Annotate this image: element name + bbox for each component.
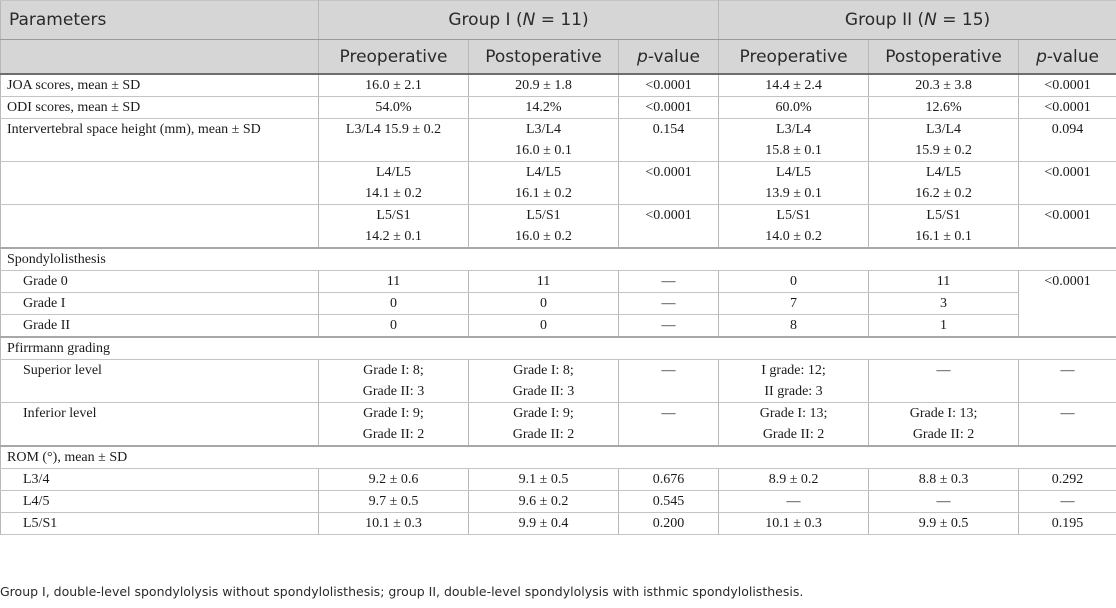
g1-pre-cell: L3/L4 15.9 ± 0.2 <box>319 119 469 162</box>
g1-post-cell: L5/S1 16.0 ± 0.2 <box>469 205 619 249</box>
g2-post-cell: 8.8 ± 0.3 <box>869 469 1019 491</box>
g2-pre-cell: 0 <box>719 271 869 293</box>
header-g1-p-value: p-value <box>619 40 719 75</box>
g2-pre-cell: — <box>719 491 869 513</box>
g1-post-cell: Grade I: 9; Grade II: 2 <box>469 403 619 447</box>
g2-pre-cell: Grade I: 13; Grade II: 2 <box>719 403 869 447</box>
g1-pre-cell: 54.0% <box>319 97 469 119</box>
section-label: Spondylolisthesis <box>1 248 1116 271</box>
g1-post-cell: L4/L5 16.1 ± 0.2 <box>469 162 619 205</box>
g2-p-cell: 0.195 <box>1019 513 1116 535</box>
g2-post-cell: — <box>869 360 1019 403</box>
g1-post-cell: 20.9 ± 1.8 <box>469 74 619 97</box>
table-row-grade-2 <box>1 315 1116 338</box>
g2-post-cell: 1 <box>869 315 1019 338</box>
table-row-space-height-l5s1 <box>1 205 1116 249</box>
g1-p-cell: 0.200 <box>619 513 719 535</box>
header-g1-postoperative: Postoperative <box>469 40 619 75</box>
g2-pre-cell: 14.4 ± 2.4 <box>719 74 869 97</box>
g1-pre-cell: Grade I: 9; Grade II: 2 <box>319 403 469 447</box>
g2-post-cell: L4/L5 16.2 ± 0.2 <box>869 162 1019 205</box>
g1-pre-cell: Grade I: 8; Grade II: 3 <box>319 360 469 403</box>
g2-p-cell: 0.292 <box>1019 469 1116 491</box>
row-label: Grade I <box>1 293 319 315</box>
g2-pre-cell: 8.9 ± 0.2 <box>719 469 869 491</box>
g2-p-cell: — <box>1019 491 1116 513</box>
g2-post-cell: 20.3 ± 3.8 <box>869 74 1019 97</box>
g1-p-cell: — <box>619 403 719 447</box>
header-g2-preoperative: Preoperative <box>719 40 869 75</box>
g1-post-cell: 9.1 ± 0.5 <box>469 469 619 491</box>
g1-p-cell: 0.676 <box>619 469 719 491</box>
g2-pre-cell: 7 <box>719 293 869 315</box>
g1-post-cell: L3/L4 16.0 ± 0.1 <box>469 119 619 162</box>
table-row-space-height-l4l5 <box>1 162 1116 205</box>
g1-p-cell: <0.0001 <box>619 162 719 205</box>
g2-post-cell: L5/S1 16.1 ± 0.1 <box>869 205 1019 249</box>
table-row-superior-level <box>1 360 1116 403</box>
table-body <box>1 74 1116 535</box>
row-label: JOA scores, mean ± SD <box>1 74 319 97</box>
g2-pre-cell: I grade: 12; II grade: 3 <box>719 360 869 403</box>
g2-p-cell: <0.0001 <box>1019 97 1116 119</box>
g1-post-cell: 9.9 ± 0.4 <box>469 513 619 535</box>
row-label: Intervertebral space height (mm), mean ± SD <box>1 119 319 162</box>
g2-pre-cell: L4/L5 13.9 ± 0.1 <box>719 162 869 205</box>
table-row-rom-l5s1 <box>1 513 1116 535</box>
table-row-odi <box>1 97 1116 119</box>
row-label: L5/S1 <box>1 513 319 535</box>
g2-pre-cell: 60.0% <box>719 97 869 119</box>
row-label <box>1 205 319 249</box>
g2-post-cell: Grade I: 13; Grade II: 2 <box>869 403 1019 447</box>
table-header <box>1 1 1116 75</box>
table-row-rom-l45 <box>1 491 1116 513</box>
g1-p-cell: <0.0001 <box>619 205 719 249</box>
g1-post-cell: 0 <box>469 293 619 315</box>
header-group-1: Group I (N = 11) <box>319 1 719 40</box>
g1-post-cell: 0 <box>469 315 619 338</box>
g2-post-cell: 3 <box>869 293 1019 315</box>
g1-post-cell: 9.6 ± 0.2 <box>469 491 619 513</box>
g1-pre-cell: 0 <box>319 293 469 315</box>
g1-pre-cell: 9.2 ± 0.6 <box>319 469 469 491</box>
g1-p-cell: — <box>619 360 719 403</box>
g1-pre-cell: 0 <box>319 315 469 338</box>
table-row-rom-l34 <box>1 469 1116 491</box>
g2-post-cell: — <box>869 491 1019 513</box>
row-label: Grade 0 <box>1 271 319 293</box>
table-row-grade-1 <box>1 293 1116 315</box>
row-label: Inferior level <box>1 403 319 447</box>
g2-post-cell: 12.6% <box>869 97 1019 119</box>
g1-p-cell: <0.0001 <box>619 74 719 97</box>
g1-p-cell: 0.545 <box>619 491 719 513</box>
g1-pre-cell: 10.1 ± 0.3 <box>319 513 469 535</box>
header-g2-postoperative: Postoperative <box>869 40 1019 75</box>
g2-pre-cell: L5/S1 14.0 ± 0.2 <box>719 205 869 249</box>
g2-post-cell: 11 <box>869 271 1019 293</box>
g2-post-cell: 9.9 ± 0.5 <box>869 513 1019 535</box>
header-group-2: Group II (N = 15) <box>719 1 1116 40</box>
section-row-pfirrmann <box>1 337 1116 360</box>
g2-p-cell: <0.0001 <box>1019 162 1116 205</box>
row-label <box>1 162 319 205</box>
g1-pre-cell: 16.0 ± 2.1 <box>319 74 469 97</box>
table-row-inferior-level <box>1 403 1116 447</box>
g2-pre-cell: 10.1 ± 0.3 <box>719 513 869 535</box>
header-blank <box>1 40 319 75</box>
g2-p-cell: <0.0001 <box>1019 205 1116 249</box>
g1-post-cell: 14.2% <box>469 97 619 119</box>
g1-post-cell: Grade I: 8; Grade II: 3 <box>469 360 619 403</box>
row-label: Grade II <box>1 315 319 338</box>
header-parameters: Parameters <box>1 1 319 40</box>
row-label: L3/4 <box>1 469 319 491</box>
table-footnote: Group I, double-level spondylolysis without spondylolisthesis; group II, double-level spondylolysis with isthmic spondylolisthesis. <box>0 584 804 599</box>
g2-pre-cell: 8 <box>719 315 869 338</box>
g1-p-cell: — <box>619 293 719 315</box>
section-label: Pfirrmann grading <box>1 337 1116 360</box>
section-row-rom <box>1 446 1116 469</box>
table-row-space-height-l3l4 <box>1 119 1116 162</box>
section-row-spondylolisthesis <box>1 248 1116 271</box>
g1-pre-cell: L4/L5 14.1 ± 0.2 <box>319 162 469 205</box>
g1-p-cell: — <box>619 271 719 293</box>
header-g1-preoperative: Preoperative <box>319 40 469 75</box>
header-g2-p-value: p-value <box>1019 40 1116 75</box>
g1-pre-cell: 9.7 ± 0.5 <box>319 491 469 513</box>
g2-pre-cell: L3/L4 15.8 ± 0.1 <box>719 119 869 162</box>
g2-p-cell: 0.094 <box>1019 119 1116 162</box>
row-label: ODI scores, mean ± SD <box>1 97 319 119</box>
g2-p-cell: <0.0001 <box>1019 271 1116 338</box>
g1-post-cell: 11 <box>469 271 619 293</box>
g2-p-cell: — <box>1019 360 1116 403</box>
g1-p-cell: 0.154 <box>619 119 719 162</box>
g1-p-cell: — <box>619 315 719 338</box>
table-row-grade-0 <box>1 271 1116 293</box>
section-label: ROM (°), mean ± SD <box>1 446 1116 469</box>
g2-p-cell: <0.0001 <box>1019 74 1116 97</box>
row-label: Superior level <box>1 360 319 403</box>
g1-pre-cell: L5/S1 14.2 ± 0.1 <box>319 205 469 249</box>
g1-p-cell: <0.0001 <box>619 97 719 119</box>
g1-pre-cell: 11 <box>319 271 469 293</box>
table-row-joa <box>1 74 1116 97</box>
g2-p-cell: — <box>1019 403 1116 447</box>
row-label: L4/5 <box>1 491 319 513</box>
g2-post-cell: L3/L4 15.9 ± 0.2 <box>869 119 1019 162</box>
